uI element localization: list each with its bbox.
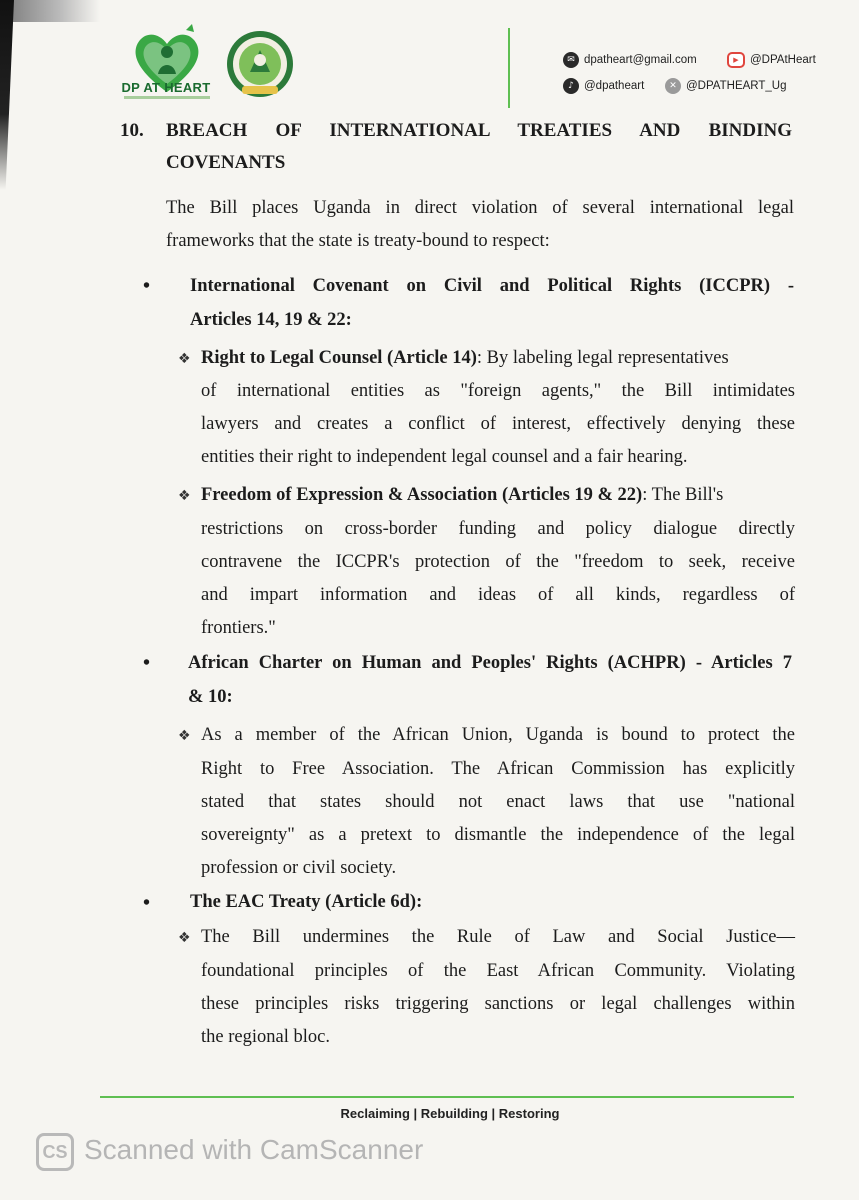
footer-divider	[100, 1096, 794, 1098]
eac-heading: The EAC Treaty (Article 6d):	[190, 892, 423, 912]
dp-at-heart-logo-text: DP AT HEART	[121, 80, 211, 95]
point-line: frontiers."	[201, 618, 276, 638]
point-line: As a member of the African Union, Uganda is bound to protect the	[201, 725, 795, 745]
point-text: : The Bill's	[642, 485, 724, 505]
iccpr-heading-line-1: International Covenant on Civil and Political Rights (ICCPR) -	[190, 276, 794, 296]
intro-line-2: frameworks that the state is treaty-bound to respect:	[166, 231, 550, 251]
point-lead: Right to Legal Counsel (Article 14)	[201, 348, 477, 368]
youtube-text: @DPAtHeart	[750, 54, 816, 66]
point-line: profession or civil society.	[201, 858, 397, 878]
point-line: Right to Free Association. The African Commission has explicitly	[201, 759, 795, 779]
point-line: restrictions on cross-border funding and policy dialogue directly	[201, 519, 795, 539]
x-text: @DPATHEART_Ug	[686, 80, 787, 92]
tiktok-text: @dpatheart	[584, 80, 645, 92]
scan-edge	[0, 0, 14, 190]
point-line: contravene the ICCPR's protection of the "freedom to seek, receive	[201, 552, 795, 572]
point-line: the regional bloc.	[201, 1027, 330, 1047]
logo-underline	[124, 96, 210, 99]
point-line: of international entities as "foreign agents," the Bill intimidates	[201, 381, 795, 401]
achpr-heading-line-2: & 10:	[188, 687, 233, 707]
contact-email[interactable]	[563, 52, 697, 68]
point-line	[201, 485, 795, 506]
section-title-line-1: BREACH OF INTERNATIONAL TREATIES AND BINDING	[166, 120, 792, 141]
point-text: : By labeling legal representatives	[476, 348, 729, 368]
x-icon: ✕	[665, 78, 681, 94]
point-line: lawyers and creates a conflict of interest, effectively denying these	[201, 414, 795, 434]
bullet-marker: •	[143, 892, 151, 914]
achpr-heading-line-1: African Charter on Human and Peoples' Rights (ACHPR) - Articles 7	[188, 653, 792, 673]
header-divider	[508, 28, 510, 108]
point-line: sovereignty" as a pretext to dismantle the independence of the legal	[201, 825, 795, 845]
iccpr-heading-line-2: Articles 14, 19 & 22:	[190, 310, 352, 330]
contact-x[interactable]	[665, 78, 787, 94]
bullet-marker: •	[143, 275, 151, 297]
point-line: these principles risks triggering sanctions or legal challenges within	[201, 994, 795, 1014]
diamond-bullet-icon: ❖	[178, 351, 191, 367]
footer-tagline: Reclaiming | Rebuilding | Restoring	[340, 1106, 560, 1121]
point-line: foundational principles of the East African Community. Violating	[201, 961, 795, 981]
point-line	[201, 348, 795, 369]
diamond-bullet-icon: ❖	[178, 488, 191, 504]
point-line: and impart information and ideas of all kinds, regardless of	[201, 585, 795, 605]
camscanner-watermark-text: Scanned with CamScanner	[84, 1134, 424, 1165]
bullet-marker: •	[143, 652, 151, 674]
section-title-line-2: COVENANTS	[166, 152, 286, 173]
intro-line-1: The Bill places Uganda in direct violation of several international legal	[166, 198, 794, 218]
point-line: entities their right to independent legal counsel and a fair hearing.	[201, 447, 688, 467]
party-seal-icon	[224, 24, 296, 104]
email-icon: ✉	[563, 52, 579, 68]
contact-tiktok[interactable]	[563, 78, 644, 94]
point-line: The Bill undermines the Rule of Law and Social Justice—	[201, 927, 795, 947]
point-lead: Freedom of Expression & Association (Articles 19 & 22)	[201, 485, 643, 505]
email-text: dpatheart@gmail.com	[584, 54, 697, 66]
camscanner-logo-icon: CS	[36, 1133, 74, 1171]
point-line: stated that states should not enact laws that use "national	[201, 792, 795, 812]
diamond-bullet-icon: ❖	[178, 728, 191, 744]
youtube-icon: ▶	[727, 52, 745, 68]
diamond-bullet-icon: ❖	[178, 930, 191, 946]
contact-youtube[interactable]	[727, 52, 816, 68]
tiktok-icon: ♪	[563, 78, 579, 94]
section-number: 10.	[120, 120, 144, 141]
scan-shadow	[0, 0, 100, 22]
